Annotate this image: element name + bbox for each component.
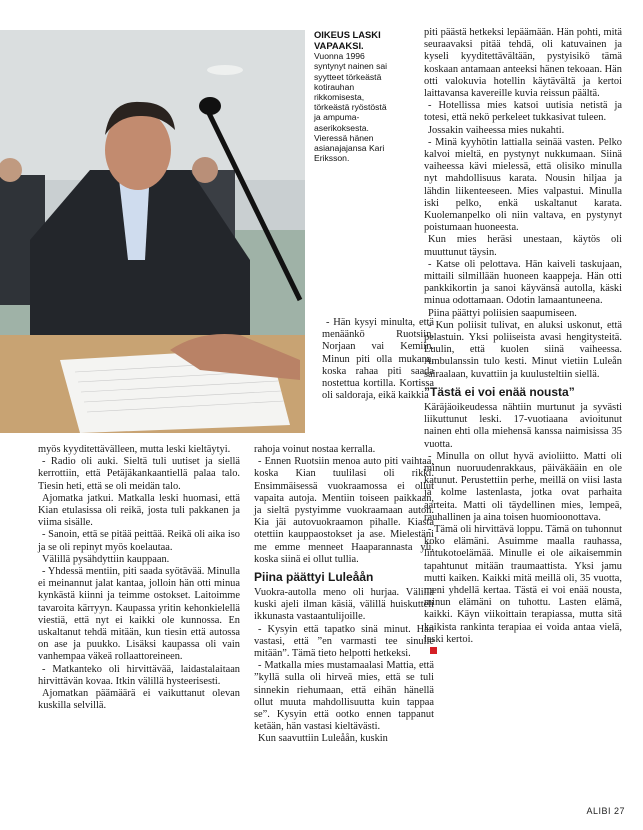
paragraph: - Tämä oli hirvittävä loppu. Tämä on tuhonnut koko elämäni. Asuimme maalla rauhassa, lintukotoelämää. Minulle ei ole aikaisemmin tapahtunut mitään traumaattista. Yksi jamu mutti kaiken. Kaikki mitä meillä oli, 35 vuotta, meni yhdellä kertaa. Tästä ei voi enää nousta, minun elämäni on tuhottu. Lasten elämä, kaikki. Käyn viikoittain terapiassa, mutta sitä kaikista rankinta terapiaa ei voida antaa vielä, leski kertoi. (424, 523, 622, 645)
column-b (254, 444, 434, 746)
paragraph: Vuokra-autolla meno oli hurjaa. Välillä kuski ajeli ilman käsiä, välillä huiskutteli ikkunasta vastaantulijoille. (254, 587, 434, 623)
column-b-top (322, 317, 434, 402)
subheading: Piina päättyi Luleåån (254, 570, 374, 585)
paragraph: - Hotellissa mies katsoi uutisia netistä ja totesi, että nekö perkeleet tukkasivat tuleen. (424, 100, 622, 124)
column-a (38, 444, 240, 712)
paragraph: - Kun poliisit tulivat, en aluksi uskonut, että pelastuin. Yksi poliiseista avasi hengitysteitä. Luulin, että kuolen siinä vaiheessa. Ambulanssin tulo kesti. Minut vietiin Luleån sairaalaan, kuvattiin ja kuulusteltiin siellä. (424, 319, 622, 380)
courtroom-photo-illustration (0, 30, 305, 433)
paragraph: piti päästä hetkeksi lepäämään. Hän pohti, mitä seuraavaksi pitää tehdä, oli katuvainen ja kyseli kyyditettävältään, pystyisikö tämä koskaan antamaan anteeksi hänen tekoaan. Hän otti valokuvia hotellin käytävältä ja kertoi laittavansa kavereille kuvia reissun päältä. (424, 27, 622, 100)
paragraph (424, 646, 622, 658)
paragraph: - Ennen Ruotsiin menoa auto piti vaihtaa, koska Kian tuulilasi oli rikki. Ensimmäisessä vuokraamossa ei ollut vapaita autoja. Mentiin toiseen paikkaan, ja sieltä pystyimme vuokraamaan auton. Kia jäi autovuokraamon pihalle. Kiasta otettiin kauppaostokset ja ase. Mielestäni me emme menneet Haaparannasta yli, koska siinä ei ollut tullia. (254, 456, 434, 565)
paragraph: - Matkalla mies mustamaalasi Mattia, että ”kyllä sulla oli hirveä mies, että se tuli sinnekin riehumaan, että eihän hänellä ollut muuta mahdollisuutta kuin tappaa se”. Kysyin että ootko ennen tappanut ketään, hän vastasi kieltävästi. (254, 660, 434, 733)
paragraph: Jossakin vaiheessa mies nukahti. (428, 124, 565, 136)
paragraph: - Sanoin, että se pitää peittää. Reikä oli aika iso ja se oli repinyt myös koelautaa. (38, 529, 240, 553)
paragraph: - Kysyin että tapatko sinä minut. Hän vastasi, että ”en varmasti tee sinulle mitään”. Tämä tieto helpotti hetkeksi. (254, 623, 434, 660)
photo-caption (314, 30, 394, 163)
paragraph: - Minä kyyhötin lattialla seinää vasten. Pelko kalvoi mieltä, en pystynyt nukkumaan. Siinä vaiheessa kävi mielessä, että olisiko minulla nyt mahdollisuus karata. Nousin hiljaa ja lähdin liikenteeseen. Mies valpastui. Minulla iski pelko, enkä uskaltanut karata. Kuolemanpelko oli niin valtava, en pystynyt poistumaan huoneesta. (424, 136, 622, 234)
end-mark-icon (430, 647, 437, 654)
paragraph: Käräjäoikeudessa nähtiin murtunut ja syvästi liikuttunut leski. 17-vuotiaana avioitunut nainen ehti olla miehensä kanssa naimisissa 35 vuotta. (424, 401, 622, 450)
paragraph: Ajomatkan päämäärä ei vaikuttanut olevan kuskilla selvillä. (38, 688, 240, 712)
paragraph: rahoja voinut nostaa kerralla. (254, 444, 376, 455)
paragraph: Ajomatka jatkui. Matkalla leski huomasi, että Kian etulasissa oli reikä, josta tuli pakkanen ja viima sisälle. (38, 492, 240, 529)
paragraph: - Katse oli pelottava. Hän kaiveli taskujaan, mittaili silmillään huoneen kaappeja. Hän otti pankkikortin ja sanoi käyvänsä autolla, käski minua odottamaan. Odotin lamaantuneena. (424, 258, 622, 307)
page-folio: ALIBI 27 (586, 806, 625, 816)
paragraph: Piina päättyi poliisien saapumiseen. (428, 307, 577, 319)
paragraph: - Hän kysyi minulta, että menäänkö Ruotsiin, Norjaan vai Kemiin. Minun piti olla mukana, koska rahaa piti saada nostettua kortilla. Kortissa oli saldoraja, eikä kaikkia (322, 317, 434, 402)
column-c (424, 27, 622, 658)
paragraph: - Minulla on ollut hyvä avioliitto. Matti oli minun nuoruudenrakkaus, päiväkääin en ole katunut. Perustettiin perhe, meillä on viisi lasta ja kolme lastenlasta, jotka ovat parhaita aarteita. Matti oli täydellinen mies, lempeä, rauhallinen ja aina toisen huomioonottava. (424, 450, 622, 523)
paragraph: - Yhdessä mentiin, piti saada syötävää. Minulla ei meinannut jalat kantaa, jolloin hän otti minua kynkästä kiinni ja teimme ostokset. Laitoimme tavaroita kärryyn. Kaupassa yritin kehonkielellä viestiä, että nyt ei kaikki ole kunnossa. En uskaltanut tehdä mitään, kun tiesin että autossa on ase ja puukko. Lisäksi kaupassa oli vain vanhempaa väkeä rollaattoreineen. (38, 566, 240, 663)
paragraph: Kun saavuttiin Luleåån, kuskin (258, 733, 388, 745)
courtroom-photo (0, 30, 305, 433)
caption-heading: OIKEUS LASKI VAPAAKSI. (314, 29, 381, 51)
subheading: ”Tästä ei voi enää nousta” (424, 384, 575, 399)
paragraph: - Matkanteko oli hirvittävää, laidastalaitaan hirvittävän kovaa. Itkin välillä hysteerisesti. (38, 663, 240, 687)
paragraph: myös kyyditettävälleen, mutta leski kieltäytyi. (38, 444, 231, 455)
paragraph: - Radio oli auki. Sieltä tuli uutiset ja siellä kerrottiin, että Petäjäkankaantiellä palaa talo. Tiesin heti, että se oli meidän talo. (38, 456, 240, 492)
caption-text: Vuonna 1996 syntynyt nainen sai syytteet törkeästä kotirauhan rikkomisesta, törkeästä ryöstöstä ja ampuma-aserikoksesta. Vieressä hänen asianajajansa Kari Eriksson. (314, 51, 388, 164)
paragraph: Kun mies heräsi unestaan, käytös oli muuttunut täysin. (424, 234, 622, 258)
paragraph: Välillä pysähdyttiin kauppaan. (42, 553, 170, 565)
